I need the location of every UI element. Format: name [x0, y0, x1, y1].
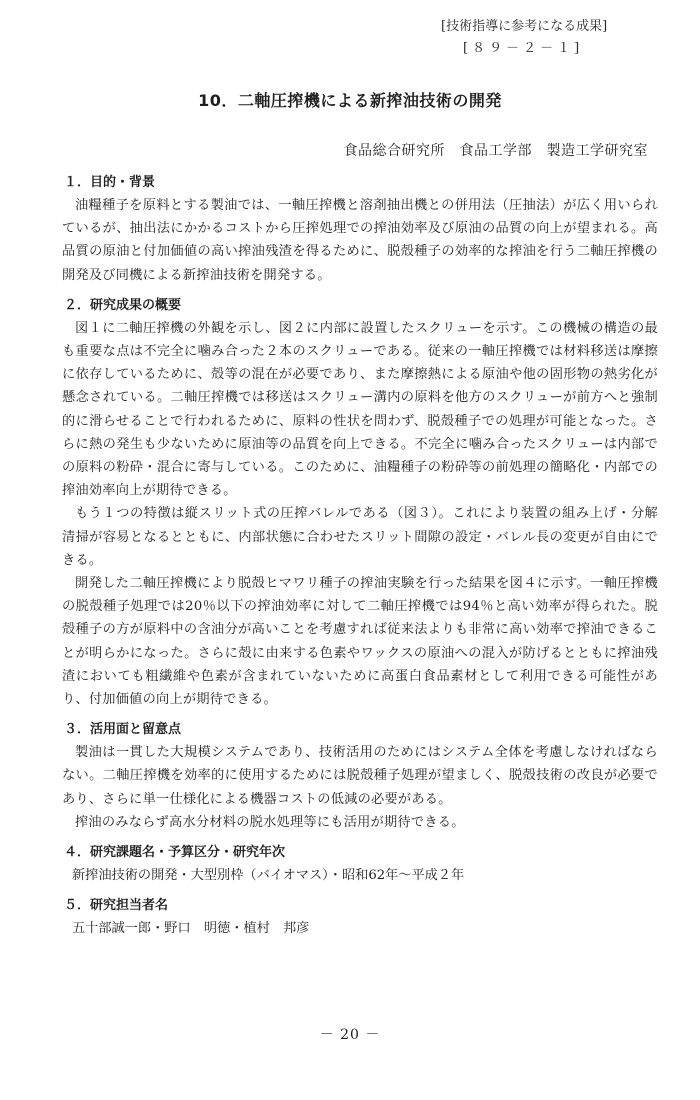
- section-summary: [62, 295, 658, 711]
- section-heading: ３．活用面と留意点: [64, 722, 182, 738]
- affiliation: 食品総合研究所 食品工学部 製造工学研究室: [343, 143, 648, 159]
- paragraph: 製油は一貫した大規模システムであり、技術活用のためにはシステム全体を考慮しなければならない。二軸圧搾機を効率的に使用するためには脱殻種子処理が望ましく、脱殻技術の改良が必要であり、さらに単一仕様化による機器コストの低減の必要がある。: [62, 745, 658, 807]
- section-application: [62, 719, 658, 834]
- paragraph: もう１つの特徴は縦スリット式の圧搾バレルである（図３）。これにより装置の組み上げ・分解清掃が容易となるとともに、内部状態に合わせたスリット間隙の設定・バレル長の変更が自由にできる。: [62, 506, 658, 568]
- section-heading: ４．研究課題名・予算区分・研究年次: [64, 845, 286, 861]
- section-project: [62, 842, 658, 887]
- section-heading: １．目的・背景: [64, 175, 156, 190]
- tag-category: [技術指導に参考になる成果]: [441, 19, 608, 34]
- page-number: － 20 －: [319, 1027, 381, 1043]
- paragraph: 開発した二軸圧搾機により脱殻ヒマワリ種子の搾油実験を行った結果を図４に示す。一軸圧搾機の脱殻種子処理では20％以下の搾油効率に対して二軸圧搾機では94％と高い効率が得られた。脱殻種子の方が原料中の含油分が高いことを考慮すれば従来法よりも非常に高い効率で搾油できることが明らかになった。さらに殻に由来する色素やワックスの原油への混入が防げるとともに搾油残渣においても粗繊維や色素が含まれていないために高蛋白食品素材として利用できる可能性があり、付加価値の向上が期待できる。: [62, 576, 658, 708]
- section-heading: ２．研究成果の概要: [64, 297, 182, 313]
- paragraph: 油糧種子を原料とする製油では、一軸圧搾機と溶剤抽出機との併用法（圧抽法）が広く用いられているが、抽出法にかかるコストから圧搾処理での搾油効率及び原油の品質の向上が望まれる。高品質の原油と付加価値の高い搾油残渣を得るために、脱殻種子の効率的な搾油を行う二軸圧搾機の開発及び同機による新搾油技術を開発する。: [62, 198, 658, 283]
- project-info: 新搾油技術の開発・大型別枠（バイオマス）・昭和62年～平成２年: [72, 868, 465, 884]
- report-body: [62, 172, 658, 948]
- tag-code: [８９－２－１]: [463, 41, 584, 56]
- section-purpose: [62, 172, 658, 287]
- section-researchers: [62, 895, 658, 940]
- section-heading: ５．研究担当者名: [64, 898, 169, 914]
- researcher-names: 五十部誠一郎・野口 明徳・植村 邦彦: [72, 921, 310, 937]
- technical-guidance-tag: [441, 16, 656, 60]
- paragraph: 搾油のみならず高水分材料の脱水処理等にも活用が期待できる。: [75, 814, 465, 830]
- page-title: 10．二軸圧搾機による新搾油技術の開発: [198, 91, 502, 110]
- paragraph: 図１に二軸圧搾機の外観を示し、図２に内部に設置したスクリューを示す。この機械の構造の最も重要な点は不完全に噛み合った２本のスクリューである。従来の一軸圧搾機では材料移送は摩擦に依存しているために、殻等の混在が必要であり、また摩擦熱による原油や他の固形物の熱劣化が懸念されている。二軸圧搾機では移送はスクリュー溝内の原料を他方のスクリューが前方へと強制的に滑らせることで行われるために、原料の性状を問わず、脱殻種子での処理が可能となった。さらに熱の発生も少ないために原油等の品質を向上できる。不完全に噛み合ったスクリューは内部での原料の粉砕・混合に寄与している。このために、油糧種子の粉砕等の前処理の簡略化・内部での搾油効率向上が期待できる。: [62, 320, 658, 499]
